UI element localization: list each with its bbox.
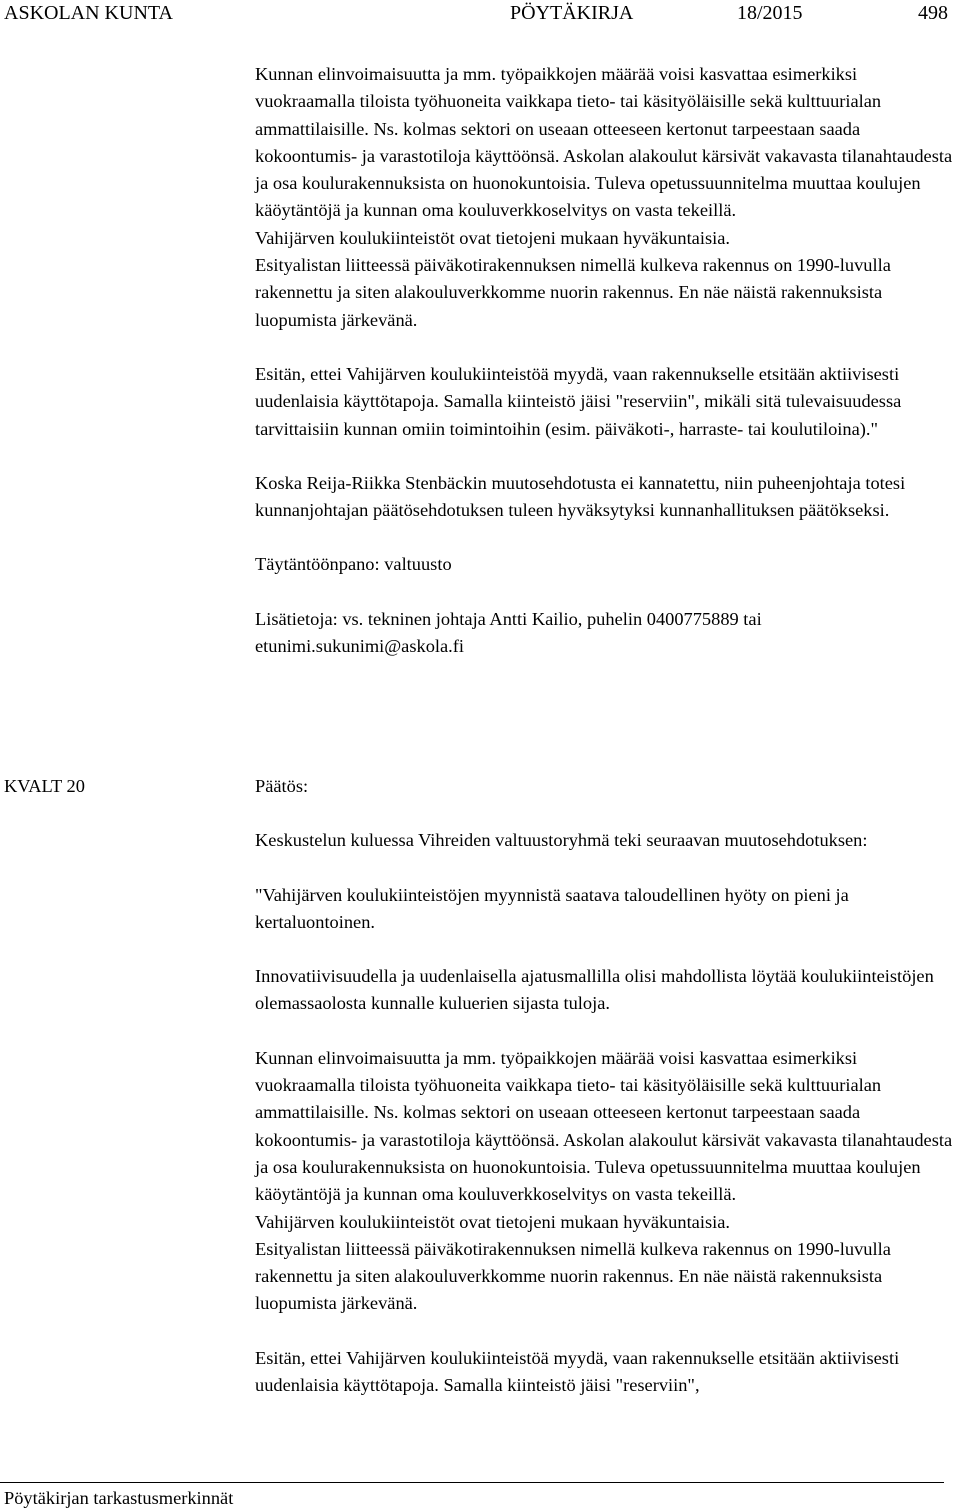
paragraph: Vahijärven koulukiinteistöt ovat tietojeni mukaan hyväkuntaisia.	[255, 227, 730, 248]
previous-section-body	[255, 61, 960, 660]
paragraph: Vahijärven koulukiinteistöt ovat tietojeni mukaan hyväkuntaisia.	[255, 1211, 730, 1232]
paragraph: Esityalistan liitteessä päiväkotirakennuksen nimellä kulkeva rakennus on 1990-luvulla rakennettu ja siten alakouluverkkomme nuorin rakennus. En näe näistä rakennuksista luopumista järkevänä.	[255, 255, 891, 330]
decision-heading: Päätös:	[255, 776, 309, 796]
page-header	[0, 0, 960, 30]
paragraph: "Vahijärven koulukiinteistöjen myynnistä saatava taloudellinen hyöty on pieni ja kertaluontoinen.	[255, 884, 849, 932]
document-type: PÖYTÄKIRJA	[510, 2, 634, 24]
more-info-note: Lisätietoja: vs. tekninen johtaja Antti Kailio, puhelin 0400775889 tai etunimi.sukunimi@askola.fi	[255, 608, 762, 657]
footer-divider	[0, 1482, 944, 1483]
paragraph: Innovatiivisuudella ja uudenlaisella ajatusmallilla olisi mahdollista löytää koulukiinteistöjen olemassaolosta kunnalle kuluerien sijasta tuloja.	[255, 966, 934, 1014]
paragraph: Esitän, ettei Vahijärven koulukiinteistöä myydä, vaan rakennukselle etsitään aktiivisesti uudenlaisia käyttötapoja. Samalla kiinteistö jäisi "reserviin",	[255, 1347, 900, 1396]
paragraph: Keskustelun kuluessa Vihreiden valtuustoryhmä teki seuraavan muutosehdotuksen:	[255, 830, 868, 851]
page-number: 498	[918, 2, 948, 24]
paragraph: Kunnan elinvoimaisuutta ja mm. työpaikkojen määrää voisi kasvattaa esimerkiksi vuokraamalla tiloista työhuoneita vaikkapa tieto- tai käsityöläisille sekä kulttuurialan ammattilaisille. Ns. kolmas sektori on useaan otteeseen kertonut tarpeestaan saada kokoontumis- ja varastotiloja käyttöönsä. Askolan alakoulut kärsivät vakavasta tilanahtaudesta ja osa koulurakennuksista on huonokuntoisia. Tuleva opetussuunnitelma muuttaa koulujen käöytäntöjä ja kunnan oma kouluverkkoselvitys on vasta tekeillä.	[255, 64, 953, 221]
paragraph: Kunnan elinvoimaisuutta ja mm. työpaikkojen määrää voisi kasvattaa esimerkiksi vuokraamalla tiloista työhuoneita vaikkapa tieto- tai käsityöläisille sekä kulttuurialan ammattilaisille. Ns. kolmas sektori on useaan otteeseen kertonut tarpeestaan saada kokoontumis- ja varastotiloja käyttöönsä. Askolan alakoulut kärsivät vakavasta tilanahtaudesta ja osa koulurakennuksista on huonokuntoisia. Tuleva opetussuunnitelma muuttaa koulujen käöytäntöjä ja kunnan oma kouluverkkoselvitys on vasta tekeillä.	[255, 1047, 953, 1205]
organization-name: ASKOLAN KUNTA	[4, 2, 173, 24]
decision-section	[255, 773, 960, 1399]
paragraph: Esitän, ettei Vahijärven koulukiinteistöä myydä, vaan rakennukselle etsitään aktiivisesti uudenlaisia käyttötapoja. Samalla kiinteistö jäisi "reserviin", mikäli sitä tulevaisuudessa tarvittaisiin kunnan omiin toimintoihin (esim. päiväkoti-, harraste- tai koulutiloina)."	[255, 363, 902, 439]
meeting-number: 18/2015	[737, 2, 803, 24]
section-label: KVALT 20	[4, 776, 85, 796]
implementation-note: Täytäntöönpano: valtuusto	[255, 554, 452, 575]
paragraph: Esityalistan liitteessä päiväkotirakennuksen nimellä kulkeva rakennus on 1990-luvulla rakennettu ja siten alakouluverkkomme nuorin rakennus. En näe näistä rakennuksista luopumista järkevänä.	[255, 1238, 891, 1314]
paragraph: Koska Reija-Riikka Stenbäckin muutosehdotusta ei kannatettu, niin puheenjohtaja totesi kunnanjohtajan päätösehdotuksen tuleen hyväksytyksi kunnanhallituksen päätökseksi.	[255, 472, 906, 521]
footer-label: Pöytäkirjan tarkastusmerkinnät	[4, 1488, 234, 1508]
